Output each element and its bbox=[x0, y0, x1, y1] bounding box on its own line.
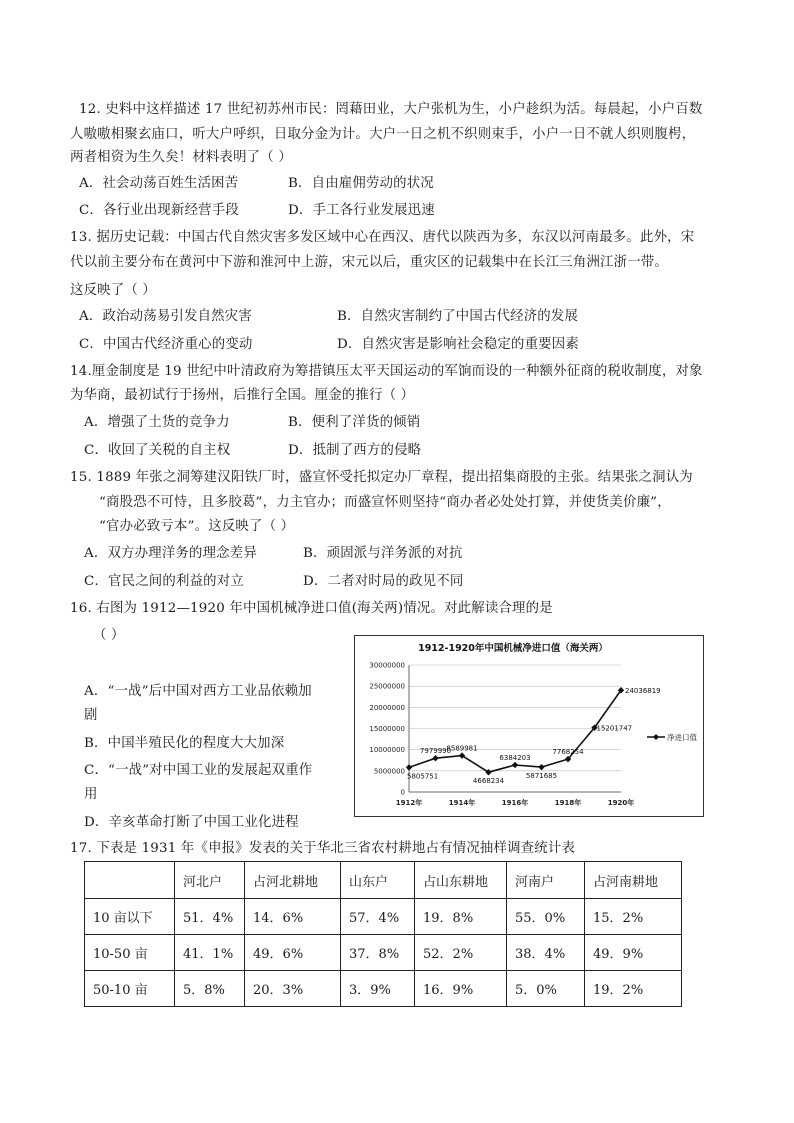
chart-title: 1912-1920年中国机械净进口值（海关两） bbox=[418, 643, 608, 654]
table-cell: 38．4% bbox=[507, 935, 585, 971]
data-label: 7979990 bbox=[419, 747, 452, 756]
q12-option-b: B．自由雇佣劳动的状况 bbox=[288, 176, 434, 191]
farmland-survey-table bbox=[84, 861, 682, 1007]
q13-option-b: B．自然灾害制约了中国古代经济的发展 bbox=[337, 309, 579, 324]
y-tick-label: 15000000 bbox=[369, 725, 405, 733]
q13-stem-line-1: 13. 据历史记载：中国古代自然灾害多发区域中心在西汉、唐代以陕西为多，东汉以河南最多。此外，宋 bbox=[70, 230, 695, 245]
table-row bbox=[85, 971, 682, 1007]
q13-option-c: C．中国古代经济重心的变动 bbox=[79, 337, 253, 352]
q15-option-d: D．二者对时局的政见不同 bbox=[303, 574, 464, 589]
table-cell: 5．8% bbox=[175, 971, 245, 1007]
table-cell: 49．6% bbox=[245, 935, 341, 971]
table-cell: 19．8% bbox=[415, 899, 507, 935]
table-cell: 55．0% bbox=[507, 899, 585, 935]
y-tick-label: 20000000 bbox=[369, 703, 405, 712]
y-tick-label: 30000000 bbox=[369, 661, 405, 670]
table-cell: 5．0% bbox=[507, 971, 585, 1007]
x-tick-label: 1912年 bbox=[395, 799, 423, 807]
q12-option-a: A．社会动荡百姓生活困苦 bbox=[79, 176, 239, 191]
table-cell: 15．2% bbox=[585, 899, 682, 935]
chart-gridlines bbox=[409, 665, 621, 792]
table-header-row bbox=[85, 862, 682, 899]
table-cell: 3．9% bbox=[341, 971, 415, 1007]
x-tick-label: 1920年 bbox=[607, 799, 635, 807]
table-cell: 37．8% bbox=[341, 935, 415, 971]
q16-option-a-line-1: A．“一战”后中国对西方工业品依赖加 bbox=[84, 684, 312, 699]
q16-option-a-line-2: 剧 bbox=[84, 708, 98, 723]
x-tick-label: 1914年 bbox=[448, 799, 476, 807]
q16-option-d: D．辛亥革命打断了中国工业化进程 bbox=[84, 815, 299, 830]
q12-option-d: D．手工各行业发展迅速 bbox=[288, 203, 435, 218]
table-header-cell bbox=[85, 862, 175, 899]
chart-legend bbox=[647, 732, 697, 742]
table-cell: 19．2% bbox=[585, 971, 682, 1007]
q14-option-b: B．便利了洋货的倾销 bbox=[288, 415, 421, 430]
q16-option-c-line-1: C．“一战”对中国工业的发展起双重作 bbox=[84, 763, 313, 778]
q13-option-a: A．政治动荡易引发自然灾害 bbox=[79, 309, 252, 324]
q12-stem-line-2: 人嗷嗷相聚玄庙口，听大户呼织，日取分金为计。大户一日之机不织则束手，小户一日不就人织则腹枵， bbox=[70, 127, 696, 142]
q15-option-a: A．双方办理洋务的理念差异 bbox=[84, 546, 257, 561]
data-point bbox=[432, 755, 438, 761]
y-tick-label: 25000000 bbox=[369, 682, 405, 691]
q15-option-b: B．顽固派与洋务派的对抗 bbox=[303, 546, 463, 561]
q15-stem-line-2: “商股恐不可恃，且多胶葛”，力主官办；而盛宣怀则坚持“商办者必处处打算，并使货美价廉”， bbox=[99, 495, 671, 510]
table-cell: 41．1% bbox=[175, 935, 245, 971]
q17-stem-line-1: 17. 下表是 1931 年《申报》发表的关于华北三省农村耕地占有情况抽样调查统计表 bbox=[70, 841, 576, 856]
q16-answer-paren: （ ） bbox=[93, 628, 125, 643]
data-label: 7768254 bbox=[552, 748, 584, 757]
q14-stem-line-1: 14.厘金制度是 19 世纪中叶清政府为筹措镇压太平天国运动的军饷而设的一种额外征商的税收制度，对象 bbox=[70, 364, 703, 379]
data-point bbox=[406, 764, 412, 770]
chart-series bbox=[406, 687, 661, 785]
q14-stem-line-2: 为华商，最初试行于扬州，后推行全国。厘金的推行（ ） bbox=[70, 388, 415, 403]
table-cell: 57．4% bbox=[341, 899, 415, 935]
q13-stem-line-2: 代以前主要分布在黄河中下游和淮河中上游，宋元以后，重灾区的记载集中在长江三角洲江浙一带。 bbox=[70, 255, 668, 270]
q12-stem-line-1: 12. 史料中这样描述 17 世纪初苏州市民：罔藉田业，大户张机为生，小户趁织为活。每晨起，小户百数 bbox=[79, 102, 703, 117]
q15-option-c: C．官民之间的利益的对立 bbox=[84, 574, 244, 589]
q16-option-b: B．中国半殖民化的程度大大加深 bbox=[84, 736, 285, 751]
legend-marker bbox=[653, 734, 659, 740]
q15-stem-line-1: 15. 1889 年张之洞筹建汉阳铁厂时，盛宣怀受托拟定办厂章程，提出招集商股的主张。结果张之洞认为 bbox=[70, 470, 693, 485]
data-point bbox=[512, 762, 518, 768]
q16-option-c-line-2: 用 bbox=[84, 787, 98, 802]
y-tick-label: 0 bbox=[400, 788, 405, 797]
table-cell: 51．4% bbox=[175, 899, 245, 935]
table-cell: 10-50 亩 bbox=[85, 935, 175, 971]
table-header-cell: 占河南耕地 bbox=[585, 862, 682, 899]
data-label: 8589981 bbox=[446, 744, 478, 753]
table-cell: 49．9% bbox=[585, 935, 682, 971]
q15-stem-line-3: “官办必致亏本”。这反映了（ ） bbox=[99, 519, 295, 534]
table-cell: 16．9% bbox=[415, 971, 507, 1007]
q14-option-a: A．增强了土货的竞争力 bbox=[84, 415, 230, 430]
table-cell: 10 亩以下 bbox=[85, 899, 175, 935]
table-row bbox=[85, 899, 682, 935]
q14-option-d: D．抵制了西方的侵略 bbox=[288, 443, 422, 458]
table-cell: 52．2% bbox=[415, 935, 507, 971]
import-value-chart bbox=[354, 635, 704, 817]
data-label: 24036819 bbox=[625, 687, 661, 696]
data-label: 4668234 bbox=[472, 777, 505, 786]
table-header-cell: 占河北耕地 bbox=[245, 862, 341, 899]
q14-option-c: C．收回了关税的自主权 bbox=[84, 443, 231, 458]
q12-option-c: C．各行业出现新经营手段 bbox=[79, 203, 239, 218]
table-cell: 50-10 亩 bbox=[85, 971, 175, 1007]
q13-stem-line-3: 这反映了（ ） bbox=[70, 283, 156, 298]
x-tick-label: 1916年 bbox=[501, 799, 529, 807]
x-tick-label: 1918年 bbox=[554, 799, 582, 807]
y-tick-label: 10000000 bbox=[369, 746, 405, 755]
y-tick-label: 5000000 bbox=[373, 767, 405, 776]
table-cell: 20．3% bbox=[245, 971, 341, 1007]
data-label: 15201747 bbox=[596, 724, 633, 733]
legend-label: 净进口值 bbox=[667, 733, 697, 742]
q16-stem-line-1: 16. 右图为 1912—1920 年中国机械净进口值(海关两)情况。对此解读合理的是 bbox=[70, 601, 553, 616]
table-header-cell: 河南户 bbox=[507, 862, 585, 899]
data-label: 6384203 bbox=[499, 753, 531, 762]
table-header-cell: 占山东耕地 bbox=[415, 862, 507, 899]
data-label: 5871685 bbox=[525, 772, 558, 781]
table-cell: 14．6% bbox=[245, 899, 341, 935]
data-label: 5805751 bbox=[407, 772, 439, 781]
q13-option-d: D．自然灾害是影响社会稳定的重要因素 bbox=[337, 337, 579, 352]
chart-canvas bbox=[355, 636, 703, 816]
table-row bbox=[85, 935, 682, 971]
q12-stem-line-3: 两者相资为生久矣！材料表明了（ ） bbox=[70, 150, 292, 165]
data-point bbox=[538, 764, 544, 770]
table-header-cell: 山东户 bbox=[341, 862, 415, 899]
table-header-cell: 河北户 bbox=[175, 862, 245, 899]
